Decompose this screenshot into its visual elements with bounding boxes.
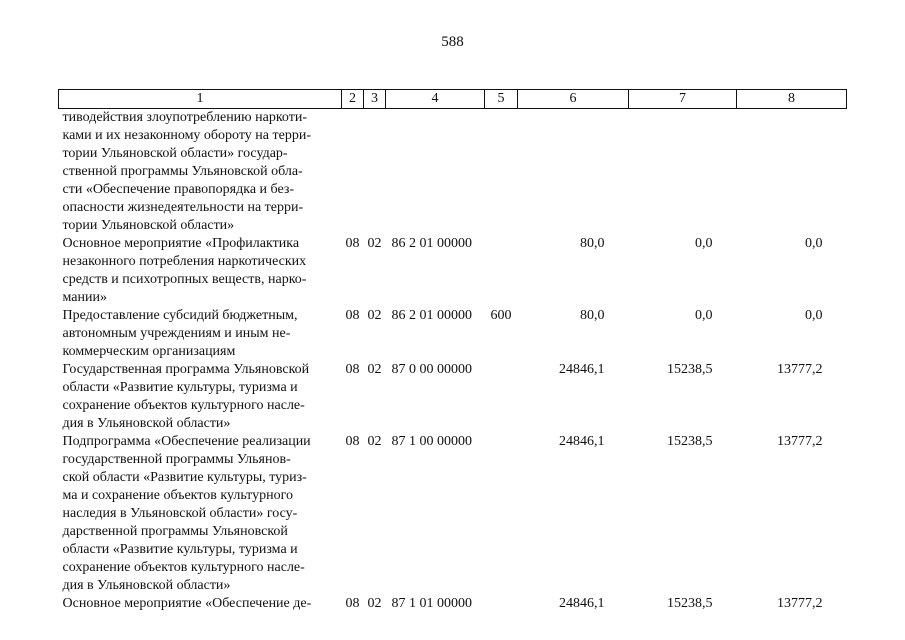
header-col-2: 2 xyxy=(342,90,364,109)
amount-year-2: 0,0 xyxy=(695,236,713,251)
row-name-line: области «Развитие культуры, туризма и xyxy=(62,380,298,395)
row-name-line: ками и их незаконному обороту на терри- xyxy=(62,128,311,143)
row-name xyxy=(59,109,342,236)
amount-year-3: 13777,2 xyxy=(777,596,823,611)
row-name-line: коммерческим организациям xyxy=(62,344,236,359)
expense-type-code xyxy=(485,433,518,595)
amount-year-2: 0,0 xyxy=(695,308,713,323)
table-header-row xyxy=(59,90,847,109)
row-name-line: Подпрограмма «Обеспечение реализации xyxy=(62,434,311,449)
row-name-line: опасности жизнедеятельности на терри- xyxy=(62,200,304,215)
table-row xyxy=(59,595,847,613)
row-name-line: дия в Ульяновской области» xyxy=(62,416,231,431)
row-name xyxy=(59,307,342,361)
row-name-line: области «Развитие культуры, туризма и xyxy=(62,542,298,557)
table-row xyxy=(59,361,847,433)
header-col-5: 5 xyxy=(485,90,518,109)
subsection-code: 02 xyxy=(367,308,382,323)
expense-type-code xyxy=(485,595,518,613)
section-code: 08 xyxy=(345,596,360,611)
subsection-code xyxy=(364,109,386,236)
section-code: 08 xyxy=(345,434,360,449)
row-name-line: Основное мероприятие «Обеспечение де- xyxy=(62,596,312,611)
expense-type-code: 600 xyxy=(490,308,512,323)
row-name xyxy=(59,235,342,307)
header-col-3: 3 xyxy=(364,90,386,109)
header-col-4: 4 xyxy=(386,90,485,109)
target-article-code: 87 1 00 00000 xyxy=(391,434,472,449)
row-name-line: автономным учреждениям и иным не- xyxy=(62,326,291,341)
amount-year-3: 13777,2 xyxy=(777,362,823,377)
amount-year-2: 15238,5 xyxy=(667,596,713,611)
amount-year-1: 80,0 xyxy=(580,308,605,323)
target-article-code: 87 0 00 00000 xyxy=(391,362,472,377)
amount-year-1: 24846,1 xyxy=(559,434,605,449)
section-code: 08 xyxy=(345,362,360,377)
row-name-line: Государственная программа Ульяновской xyxy=(62,362,310,377)
section-code: 08 xyxy=(345,236,360,251)
row-name xyxy=(59,361,342,433)
amount-year-3: 0,0 xyxy=(805,308,823,323)
row-name-line: ма и сохранение объектов культурного xyxy=(62,488,293,503)
row-name-line: тории Ульяновской области» xyxy=(62,218,235,233)
page-number: 588 xyxy=(441,34,464,50)
row-name-line: тиводействия злоупотреблению наркоти- xyxy=(62,110,308,125)
table-row xyxy=(59,433,847,595)
target-article-code: 86 2 01 00000 xyxy=(391,236,472,251)
section-code xyxy=(342,109,364,236)
amount-year-1 xyxy=(518,109,629,236)
table-body xyxy=(59,109,847,614)
row-name-line: ской области «Развитие культуры, туриз- xyxy=(62,470,307,485)
header-col-7: 7 xyxy=(629,90,737,109)
row-name xyxy=(59,595,342,613)
table-row xyxy=(59,307,847,361)
expense-type-code xyxy=(485,235,518,307)
row-name-line: сти «Обеспечение правопорядка и без- xyxy=(62,182,295,197)
target-article-code xyxy=(386,109,485,236)
target-article-code: 87 1 01 00000 xyxy=(391,596,472,611)
subsection-code: 02 xyxy=(367,434,382,449)
amount-year-3 xyxy=(737,109,847,236)
amount-year-1: 24846,1 xyxy=(559,596,605,611)
expense-type-code xyxy=(485,361,518,433)
row-name-line: ственной программы Ульяновской обла- xyxy=(62,164,303,179)
header-col-8: 8 xyxy=(737,90,847,109)
subsection-code: 02 xyxy=(367,596,382,611)
row-name-line: дарственной программы Ульяновской xyxy=(62,524,288,539)
amount-year-2: 15238,5 xyxy=(667,362,713,377)
row-name-line: сохранение объектов культурного насле- xyxy=(62,560,305,575)
row-name-line: дия в Ульяновской области» xyxy=(62,578,231,593)
subsection-code: 02 xyxy=(367,362,382,377)
amount-year-1: 24846,1 xyxy=(559,362,605,377)
header-col-1: 1 xyxy=(59,90,342,109)
table-row xyxy=(59,109,847,236)
row-name-line: незаконного потребления наркотических xyxy=(62,254,307,269)
row-name-line: тории Ульяновской области» государ- xyxy=(62,146,288,161)
target-article-code: 86 2 01 00000 xyxy=(391,308,472,323)
row-name-line: средств и психотропных веществ, нарко- xyxy=(62,272,307,287)
header-col-6: 6 xyxy=(518,90,629,109)
subsection-code: 02 xyxy=(367,236,382,251)
amount-year-2 xyxy=(629,109,737,236)
amount-year-3: 13777,2 xyxy=(777,434,823,449)
row-name-line: мании» xyxy=(62,290,107,305)
row-name-line: наследия в Ульяновской области» госу- xyxy=(62,506,298,521)
section-code: 08 xyxy=(345,308,360,323)
row-name-line: Предоставление субсидий бюджетным, xyxy=(62,308,298,323)
row-name-line: государственной программы Ульянов- xyxy=(62,452,291,467)
row-name xyxy=(59,433,342,595)
budget-table xyxy=(58,89,847,613)
table-row xyxy=(59,235,847,307)
row-name-line: сохранение объектов культурного насле- xyxy=(62,398,305,413)
expense-type-code xyxy=(485,109,518,236)
amount-year-1: 80,0 xyxy=(580,236,605,251)
amount-year-3: 0,0 xyxy=(805,236,823,251)
row-name-line: Основное мероприятие «Профилактика xyxy=(62,236,300,251)
amount-year-2: 15238,5 xyxy=(667,434,713,449)
